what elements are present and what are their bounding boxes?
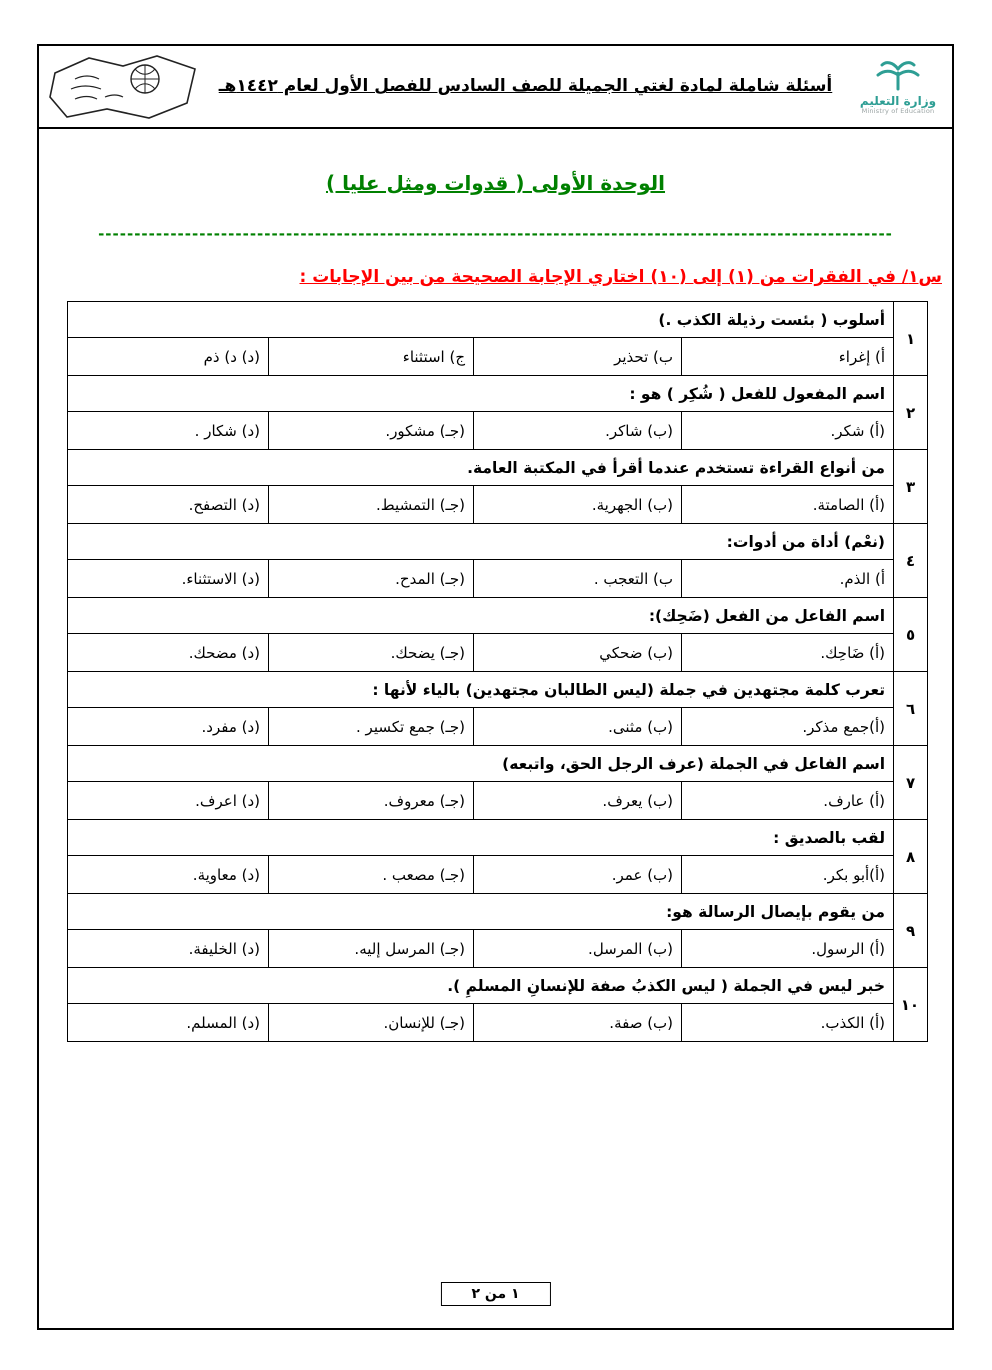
- question-text: من أنواع القراءة تستخدم عندما أقرأ في المكتبة العامة.: [68, 450, 894, 486]
- answer-option-d: (د) مفرد.: [68, 708, 269, 746]
- question-instruction: س١/ في الفقرات من (١) إلى (١٠) اختاري الإجابة الصحيحة من بين الإجابات :: [299, 267, 942, 287]
- answer-option-a: أ) إغراء: [682, 338, 894, 376]
- answer-option-c: (جـ) المرسل إليه.: [269, 930, 474, 968]
- answer-option-c: (جـ) يضحك.: [269, 634, 474, 672]
- question-text-row: [68, 450, 928, 486]
- question-text: اسم المفعول للفعل ( شُكِر ) هو :: [68, 376, 894, 412]
- question-text-row: [68, 524, 928, 560]
- unit-title: الوحدة الأولى ( قدوات ومثل عليا ): [325, 171, 666, 195]
- answer-option-b: ب) التعجب .: [474, 560, 682, 598]
- answer-option-b: (ب) الجهرية.: [474, 486, 682, 524]
- answer-option-c: (جـ) جمع تكسير .: [269, 708, 474, 746]
- question-options-row: [68, 486, 928, 524]
- document-title: أسئلة شاملة لمادة لغتي الجميلة للصف السادس للفصل الأول لعام ١٤٤٢هـ: [218, 76, 833, 97]
- question-options-row: [68, 338, 928, 376]
- answer-option-b: (ب) المرسل.: [474, 930, 682, 968]
- answer-option-d: (د) شكار .: [68, 412, 269, 450]
- question-options-row: [68, 1004, 928, 1042]
- question-options-row: [68, 856, 928, 894]
- school-logo: [45, 51, 201, 123]
- answer-option-a: (أ) الكذب.: [682, 1004, 894, 1042]
- answer-option-c: (جـ) التمشيط.: [269, 486, 474, 524]
- answer-option-c: (جـ) للإنسان.: [269, 1004, 474, 1042]
- answer-option-a: (أ) شكر.: [682, 412, 894, 450]
- question-options-row: [68, 560, 928, 598]
- answer-option-c: (جـ) معروف.: [269, 782, 474, 820]
- answer-option-d: (د) د) ذم: [68, 338, 269, 376]
- question-number: ٤: [894, 524, 928, 598]
- question-text-row: [68, 376, 928, 412]
- questions-table: [67, 301, 928, 1042]
- answer-option-a: (أ)جمع مذكر.: [682, 708, 894, 746]
- answer-option-a: (أ) الصامتة.: [682, 486, 894, 524]
- question-text: (نعْم) أداة من أدوات:: [68, 524, 894, 560]
- ministry-name-english: Ministry of Education: [861, 107, 935, 116]
- question-number: ٧: [894, 746, 928, 820]
- question-text: من يقوم بإيصال الرسالة هو:: [68, 894, 894, 930]
- answer-option-d: (د) معاوية.: [68, 856, 269, 894]
- answer-option-b: ب) تحذير: [474, 338, 682, 376]
- page-number: ١ من ٢: [440, 1282, 550, 1306]
- answer-option-a: أ) الذم.: [682, 560, 894, 598]
- answer-option-b: (ب) ضحكي: [474, 634, 682, 672]
- question-text: اسم الفاعل من الفعل (ضَحِك):: [68, 598, 894, 634]
- dashed-divider: --------------------------------------------------------------------------------------------------------------: [98, 225, 893, 243]
- answer-option-d: (د) مضحك.: [68, 634, 269, 672]
- question-number: ١٠: [894, 968, 928, 1042]
- question-text-row: [68, 968, 928, 1004]
- school-stamp-icon: [45, 51, 201, 123]
- answer-option-a: (أ) عارف.: [682, 782, 894, 820]
- document-body: [39, 171, 952, 1042]
- question-number: ٨: [894, 820, 928, 894]
- answer-option-b: (ب) عمر.: [474, 856, 682, 894]
- question-text-row: [68, 746, 928, 782]
- answer-option-c: ج) استثناء: [269, 338, 474, 376]
- answer-option-d: (د) اعرف.: [68, 782, 269, 820]
- answer-option-b: (ب) يعرف.: [474, 782, 682, 820]
- ministry-of-education-logo: [850, 58, 946, 116]
- question-number: ٥: [894, 598, 928, 672]
- answer-option-c: (جـ) مصعب .: [269, 856, 474, 894]
- page-frame: [37, 44, 954, 1330]
- moe-emblem-icon: [870, 58, 926, 92]
- question-text: تعرب كلمة مجتهدين في جملة (ليس الطالبان مجتهدين) بالياء لأنها :: [68, 672, 894, 708]
- document-header: [39, 46, 952, 129]
- answer-option-d: (د) المسلم.: [68, 1004, 269, 1042]
- question-options-row: [68, 930, 928, 968]
- question-number: ٢: [894, 376, 928, 450]
- question-number: ٣: [894, 450, 928, 524]
- answer-option-b: (ب) شاكر.: [474, 412, 682, 450]
- question-number: ١: [894, 302, 928, 376]
- question-options-row: [68, 634, 928, 672]
- question-text-row: [68, 820, 928, 856]
- ministry-name-arabic: وزارة التعليم: [859, 94, 937, 109]
- answer-option-d: (د) الاستثناء.: [68, 560, 269, 598]
- question-number: ٩: [894, 894, 928, 968]
- question-options-row: [68, 782, 928, 820]
- question-number: ٦: [894, 672, 928, 746]
- question-text-row: [68, 672, 928, 708]
- question-text: أسلوب ( بئست رذيلة الكذب .): [68, 302, 894, 338]
- question-text: اسم الفاعل في الجملة (عرف الرجل الحق، واتبعه): [68, 746, 894, 782]
- question-text: لقب بالصديق :: [68, 820, 894, 856]
- answer-option-d: (د) الخليفة.: [68, 930, 269, 968]
- question-text-row: [68, 598, 928, 634]
- answer-option-d: (د) التصفح.: [68, 486, 269, 524]
- question-text-row: [68, 302, 928, 338]
- answer-option-a: (أ) ضَاحِك.: [682, 634, 894, 672]
- answer-option-c: (جـ) مشكور.: [269, 412, 474, 450]
- questions-table-body: [68, 302, 928, 1042]
- question-options-row: [68, 412, 928, 450]
- question-text: خبر ليس في الجملة ( ليس الكذبُ صفة للإنسانِ المسلمِ ).: [68, 968, 894, 1004]
- answer-option-a: (أ) الرسول.: [682, 930, 894, 968]
- question-options-row: [68, 708, 928, 746]
- answer-option-a: (أ)أبو بكر.: [682, 856, 894, 894]
- answer-option-b: (ب) صفة.: [474, 1004, 682, 1042]
- question-text-row: [68, 894, 928, 930]
- answer-option-b: (ب) مثنى.: [474, 708, 682, 746]
- answer-option-c: (جـ) المدح.: [269, 560, 474, 598]
